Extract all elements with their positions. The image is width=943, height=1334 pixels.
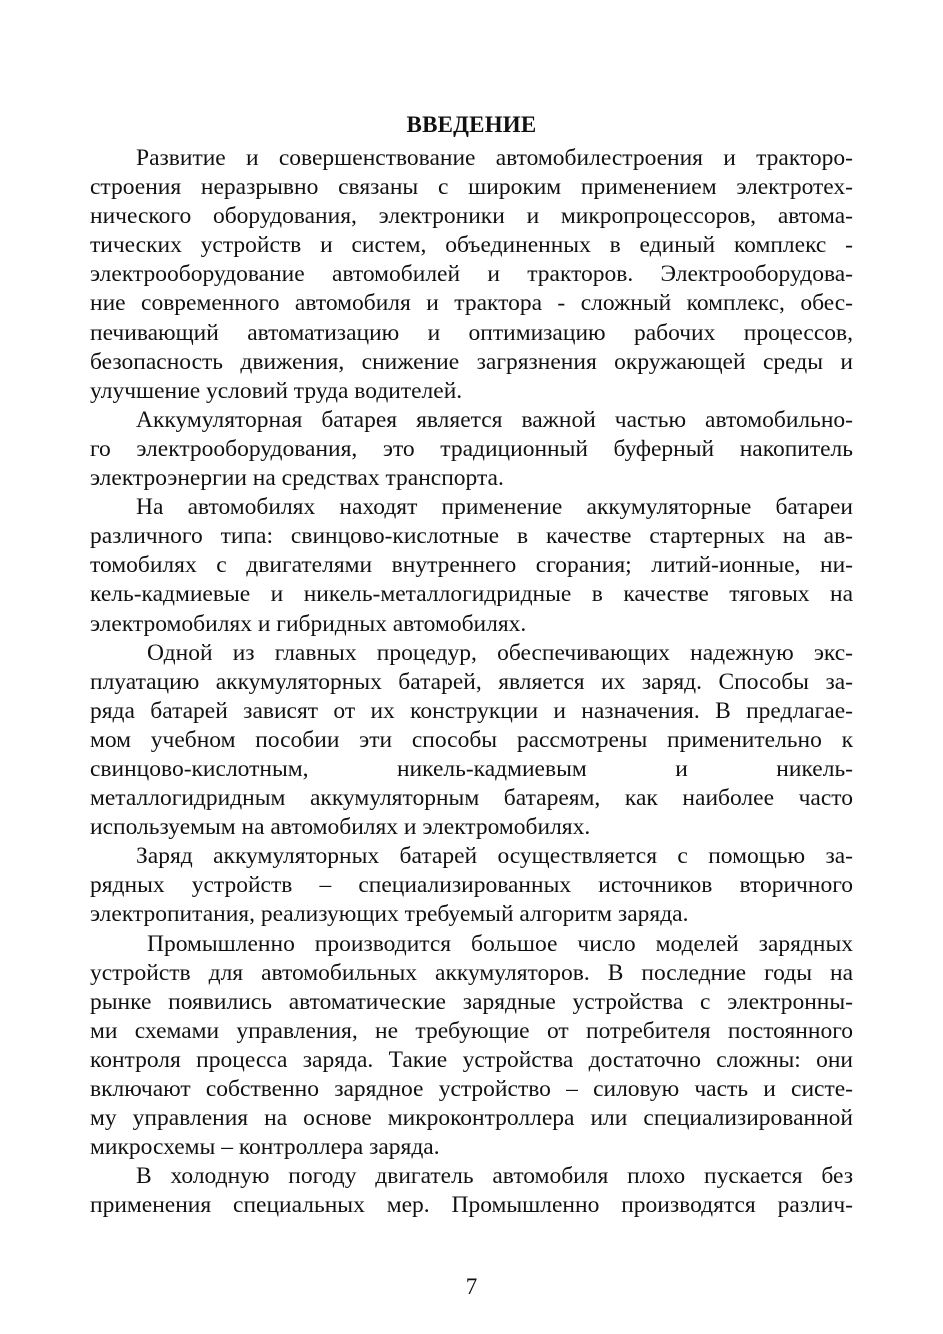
paragraph-6-line: устройств для автомобильных аккумуляторов. В последние годы на xyxy=(90,959,853,986)
paragraph-2-line: го электрооборудования, это традиционный буферный накопитель xyxy=(90,435,853,462)
paragraph-3-line: электромобилях и гибридных автомобилях. xyxy=(90,610,527,637)
paragraph-1-line: безопасность движения, снижение загрязнения окружающей среды и xyxy=(90,348,853,375)
paragraph-3-line: различного типа: свинцово-кислотные в качестве стартерных на ав- xyxy=(90,523,853,550)
page-title: ВВЕДЕНИЕ xyxy=(406,112,537,137)
paragraph-5-line: Заряд аккумуляторных батарей осуществляется с помощью за- xyxy=(136,843,853,870)
paragraph-4-line: Одной из главных процедур, обеспечивающих надежную экс- xyxy=(147,639,853,666)
paragraph-4-line: используемым на автомобилях и электромобилях. xyxy=(90,814,591,841)
paragraph-1-line: тических устройств и систем, объединенных в единый комплекс - xyxy=(90,232,853,259)
paragraph-7-line: применения специальных мер. Промышленно производятся различ- xyxy=(90,1192,853,1219)
paragraph-4-line: ряда батарей зависят от их конструкции и назначения. В предлагае- xyxy=(90,697,853,724)
paragraph-2-line: электроэнергии на средствах транспорта. xyxy=(90,465,504,492)
paragraph-1-line: строения неразрывно связаны с широким применением электротех- xyxy=(90,174,853,201)
paragraph-5-line: электропитания, реализующих требуемый алгоритм заряда. xyxy=(90,901,689,928)
paragraph-6-line: контроля процесса заряда. Такие устройства достаточно сложны: они xyxy=(90,1046,853,1073)
paragraph-6-line: включают собственно зарядное устройство – силовую часть и систе- xyxy=(90,1076,853,1102)
paragraph-3-line: кель-кадмиевые и никель-металлогидридные в качестве тяговых на xyxy=(90,581,853,608)
paragraph-4-line: мом учебном пособии эти способы рассмотрены применительно к xyxy=(90,726,853,753)
paragraph-1-line: улучшение условий труда водителей. xyxy=(90,377,463,404)
body-text xyxy=(90,144,853,1220)
paragraph-6-line: ми схемами управления, не требующие от потребителя постоянного xyxy=(90,1017,853,1044)
paragraph-6-line: рынке появились автоматические зарядные устройства с электронны- xyxy=(90,988,853,1015)
paragraph-1-line: нического оборудования, электроники и микропроцессоров, автома- xyxy=(90,203,853,230)
paragraph-1-line: печивающий автоматизацию и оптимизацию рабочих процессов, xyxy=(90,319,853,346)
paragraph-3-line: томобилях с двигателями внутреннего сгорания; литий-ионные, ни- xyxy=(90,552,853,579)
paragraph-3-line: На автомобилях находят применение аккумуляторные батареи xyxy=(136,494,853,521)
paragraph-1-line: ние современного автомобиля и трактора - сложный комплекс, обес- xyxy=(90,290,853,317)
paragraph-6-line: му управления на основе микроконтроллера или специализированной xyxy=(90,1105,853,1132)
paragraph-2-line: Аккумуляторная батарея является важной частью автомобильно- xyxy=(136,406,853,433)
paragraph-5-line: рядных устройств – специализированных источников вторичного xyxy=(90,872,853,899)
paragraph-1-line: Развитие и совершенствование автомобилестроения и тракторо- xyxy=(136,145,853,171)
page-number: 7 xyxy=(465,1274,478,1299)
paragraph-6-line: Промышленно производится большое число моделей зарядных xyxy=(147,930,853,957)
paragraph-4-line: свинцово-кислотным, никель-кадмиевым и никель- xyxy=(90,755,853,782)
paragraph-1-line: электрооборудование автомобилей и тракторов. Электрооборудова- xyxy=(90,261,853,288)
paragraph-7-line: В холодную погоду двигатель автомобиля плохо пускается без xyxy=(136,1163,853,1190)
paragraph-6-line: микросхемы – контроллера заряда. xyxy=(90,1134,440,1161)
paragraph-4-line: металлогидридным аккумуляторным батареям, как наиболее часто xyxy=(90,785,853,812)
paragraph-4-line: плуатацию аккумуляторных батарей, является их заряд. Способы за- xyxy=(90,668,853,695)
